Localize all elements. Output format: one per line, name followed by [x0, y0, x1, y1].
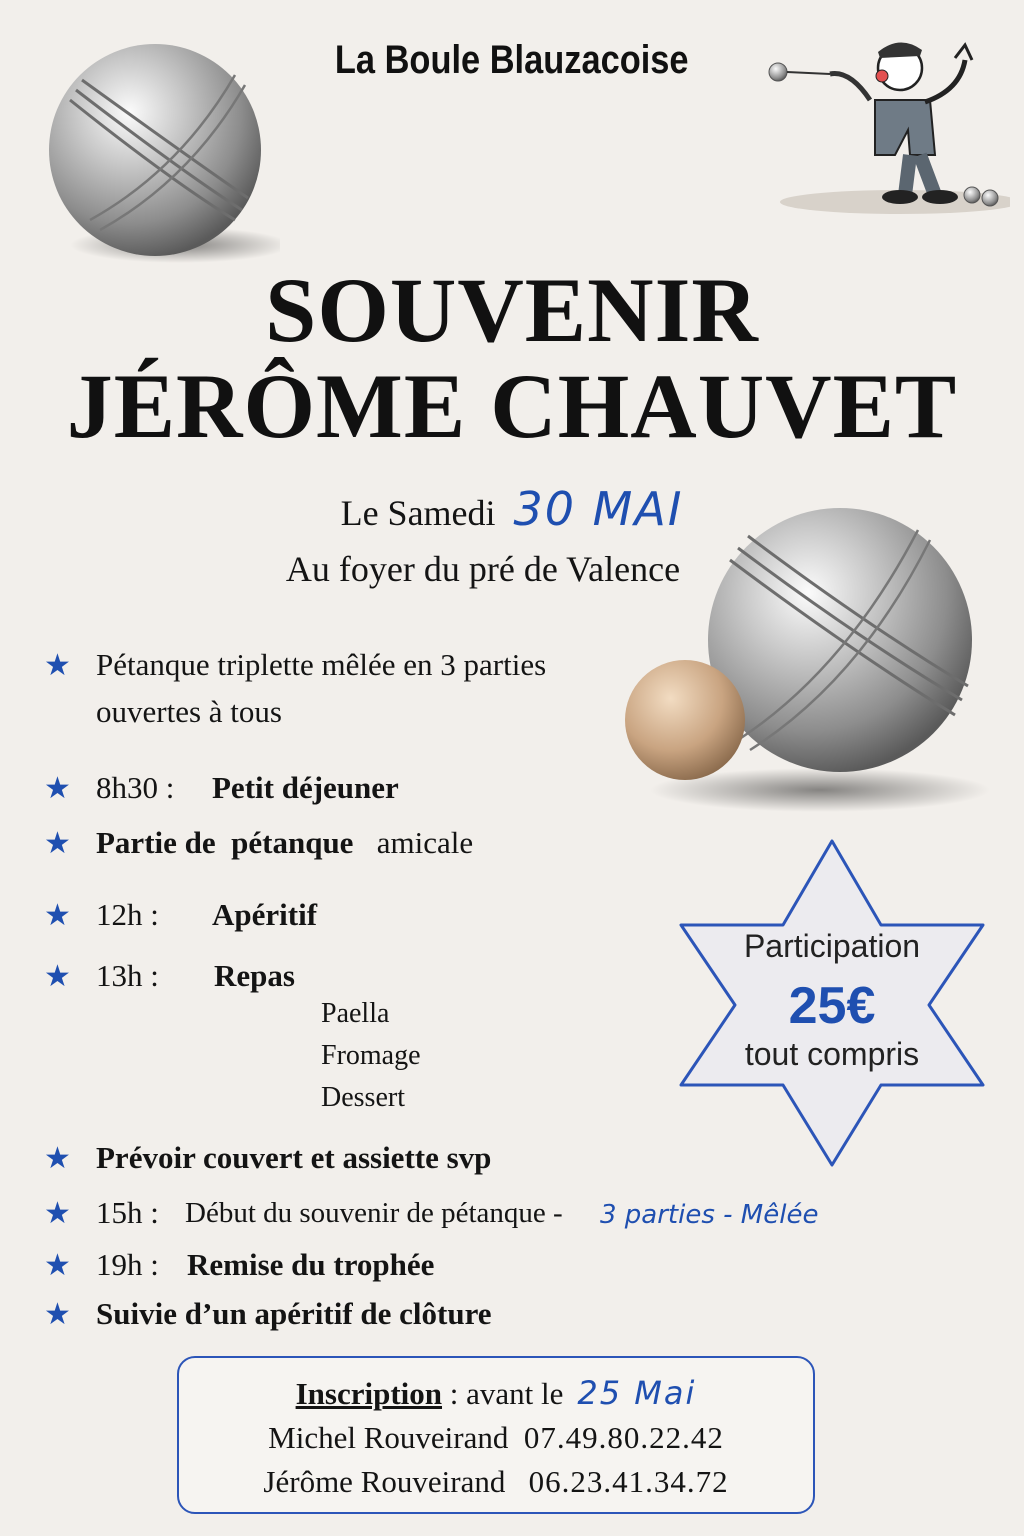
program-item: ★ 12h : Apéritif: [44, 895, 159, 936]
star-icon: ★: [44, 1197, 71, 1230]
star-icon: ★: [44, 827, 71, 860]
participation-note: tout compris: [744, 1036, 920, 1072]
club-name: La Boule Blauzacoise: [334, 38, 689, 82]
petanque-ball-icon: [600, 500, 1000, 830]
registration-box: [177, 1356, 815, 1514]
menu-item: Fromage: [321, 1040, 421, 1071]
star-icon: ★: [44, 899, 71, 932]
program-item: ★ 13h : Repas: [44, 956, 159, 997]
menu-item: Paella: [321, 998, 390, 1029]
program-item: ★ Prévoir couvert et assiette svp: [44, 1138, 491, 1179]
star-icon: ★: [44, 649, 71, 682]
star-icon: ★: [44, 1249, 71, 1282]
star-icon: ★: [44, 1298, 71, 1331]
star-icon: ★: [44, 772, 71, 805]
event-venue: Au foyer du pré de Valence: [285, 549, 681, 589]
menu-item: Dessert: [321, 1082, 405, 1113]
participation-price: 25€: [788, 977, 876, 1035]
program-item: ★ 8h30 : Petit déjeuner: [44, 768, 174, 809]
star-icon: ★: [44, 960, 71, 993]
registration-before: : avant le: [449, 1376, 564, 1411]
page-title-line1: SOUVENIR: [265, 259, 759, 361]
cochonnet-icon: [625, 660, 745, 780]
contact-row: Jérôme Rouveirand 06.23.41.34.72: [263, 1464, 729, 1499]
program-item: ★ 19h : Remise du trophée: [44, 1245, 159, 1286]
star-icon: ★: [44, 1142, 71, 1175]
program-item-continued: ouvertes à tous: [96, 694, 282, 729]
program-item: ★ Partie de pétanque amicale: [44, 823, 473, 864]
participation-label: Participation: [743, 928, 921, 964]
page-title-line2: JÉRÔME CHAUVET: [66, 355, 958, 457]
day-label: Le Samedi: [340, 493, 496, 533]
program-item: ★ Pétanque triplette mêlée en 3 parties: [44, 645, 546, 686]
registration-header: [179, 1374, 813, 1412]
contact-row: Michel Rouveirand 07.49.80.22.42: [268, 1420, 724, 1455]
program-item: ★ 15h : Début du souvenir de pétanque - 3 parties - Mêlée: [44, 1193, 159, 1234]
registration-label: Inscription: [295, 1376, 443, 1411]
registration-deadline: 25 Mai: [577, 1374, 697, 1412]
date-value: 30 MAI: [513, 482, 684, 536]
program-item: ★ Suivie d’un apéritif de clôture: [44, 1294, 492, 1335]
